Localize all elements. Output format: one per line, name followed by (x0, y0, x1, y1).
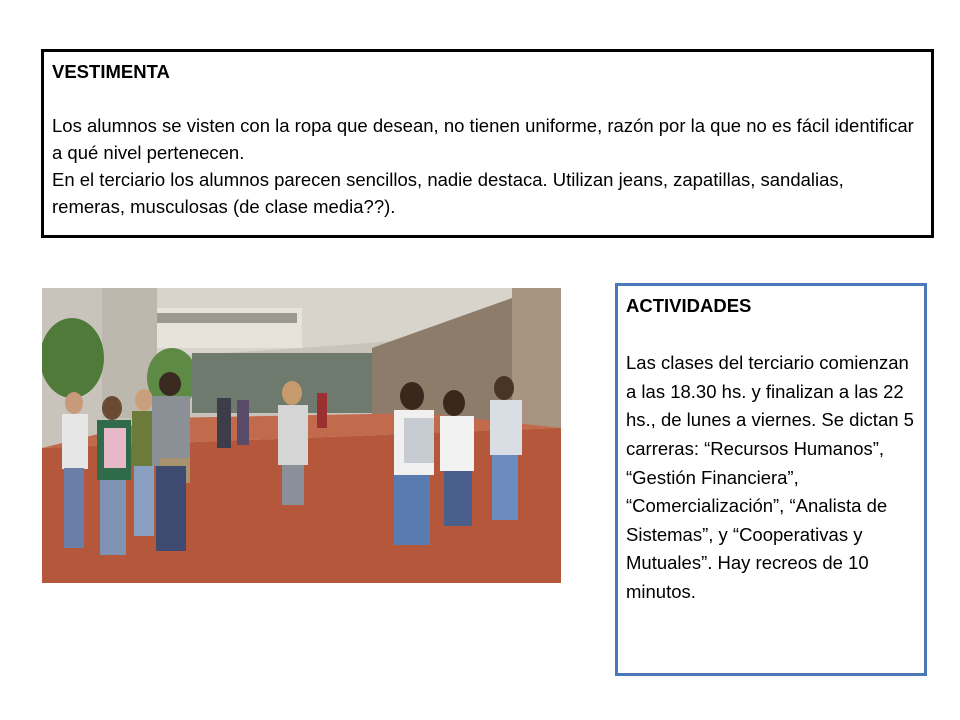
actividades-box (615, 283, 927, 676)
vestimenta-paragraph-1: Los alumnos se visten con la ropa que desean, no tienen uniforme, razón por la que no es fácil identificar a qué nivel pertenecen. (52, 115, 914, 163)
students-hallway-photo (42, 288, 561, 583)
vestimenta-box (41, 49, 934, 238)
actividades-body: Las clases del terciario comienzan a las 18.30 hs. y finalizan a las 22 hs., de lunes a viernes. Se dictan 5 carreras: “Recursos Humanos”, “Gestión Financiera”, “Comercialización”, “Analista de Sistemas”, y “Cooperativas y Mutuales”. Hay recreos de 10 minutos. (626, 352, 914, 602)
vestimenta-title: VESTIMENTA (52, 61, 170, 82)
vestimenta-paragraph-2: En el terciario los alumnos parecen sencillos, nadie destaca. Utilizan jeans, zapatillas, sandalias, remeras, musculosas (de clase media??). (52, 169, 844, 217)
actividades-title: ACTIVIDADES (626, 295, 752, 316)
